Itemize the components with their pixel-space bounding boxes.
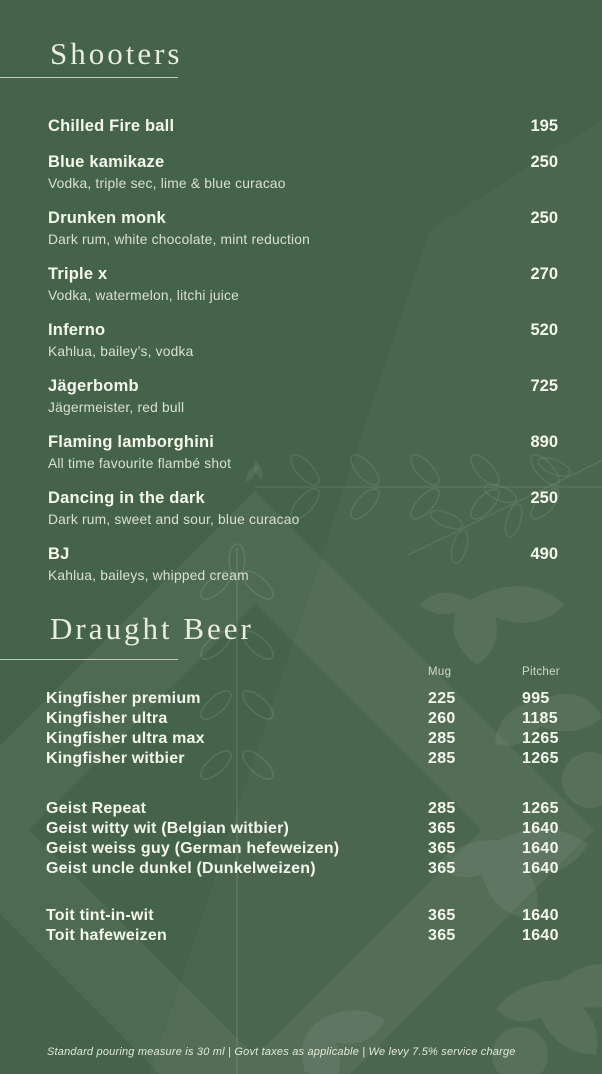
- pitcher-price: 1185: [522, 710, 558, 727]
- item-price: 270: [530, 265, 558, 283]
- item-name: Blue kamikaze: [48, 153, 165, 171]
- draught-beer-title-rule: [0, 659, 178, 660]
- item-description: Kahlua, bailey’s, vodka: [48, 344, 194, 359]
- item-name: Flaming lamborghini: [48, 433, 215, 451]
- table-row: [46, 926, 602, 946]
- beer-name: Geist Repeat: [46, 800, 147, 817]
- beer-group-kingfisher: [46, 689, 602, 769]
- table-row: [46, 859, 602, 879]
- table-row: [46, 839, 602, 859]
- mug-price: 365: [428, 860, 456, 877]
- beer-name: Kingfisher premium: [46, 690, 201, 707]
- pitcher-price: 1640: [522, 840, 559, 857]
- item-price: 250: [530, 153, 558, 171]
- menu-item: [48, 431, 558, 474]
- beer-name: Toit tint-in-wit: [46, 907, 154, 924]
- table-row: [46, 799, 602, 819]
- beer-name: Kingfisher ultra: [46, 710, 168, 727]
- pitcher-price: 1640: [522, 907, 559, 924]
- mug-price: 260: [428, 710, 456, 727]
- item-name: Jägerbomb: [48, 377, 139, 395]
- pitcher-price: 1640: [522, 820, 559, 837]
- beer-name: Kingfisher witbier: [46, 750, 185, 767]
- menu-item: [48, 319, 558, 362]
- item-description: All time favourite flambé shot: [48, 456, 232, 471]
- pitcher-price: 1265: [522, 730, 559, 747]
- mug-price: 365: [428, 907, 456, 924]
- mug-price: 365: [428, 820, 456, 837]
- draught-beer-table: [46, 689, 602, 946]
- mug-price: 225: [428, 690, 456, 707]
- table-row: [46, 749, 602, 769]
- item-description: Vodka, watermelon, litchi juice: [48, 288, 240, 303]
- item-description: Vodka, triple sec, lime & blue curacao: [48, 176, 286, 191]
- beer-name: Toit hafeweizen: [46, 927, 167, 944]
- shooters-section-title: Shooters: [50, 36, 183, 71]
- menu-item: [48, 487, 558, 530]
- mug-price: 365: [428, 927, 456, 944]
- beer-group-geist: [46, 799, 602, 879]
- menu-item: [48, 375, 558, 418]
- item-name: BJ: [48, 545, 70, 563]
- item-price: 520: [530, 321, 558, 339]
- draught-beer-section-title: Draught Beer: [50, 611, 254, 646]
- item-description: Jägermeister, red bull: [48, 400, 185, 415]
- item-price: 250: [530, 489, 558, 507]
- item-price: 725: [530, 377, 558, 395]
- pitcher-price: 995: [522, 690, 550, 707]
- menu-item: [48, 115, 558, 138]
- item-name: Chilled Fire ball: [48, 117, 175, 135]
- item-name: Triple x: [48, 265, 108, 283]
- pitcher-price: 1265: [522, 750, 559, 767]
- item-description: Dark rum, sweet and sour, blue curacao: [48, 512, 300, 527]
- item-price: 490: [530, 545, 558, 563]
- menu-item: [48, 207, 558, 250]
- item-price: 250: [530, 209, 558, 227]
- beer-name: Geist witty wit (Belgian witbier): [46, 820, 290, 837]
- beer-group-toit: [46, 906, 602, 946]
- item-name: Dancing in the dark: [48, 489, 205, 507]
- item-price: 195: [530, 117, 558, 135]
- footer-disclaimer: Standard pouring measure is 30 ml | Govt taxes as applicable | We levy 7.5% service charge: [47, 1046, 516, 1058]
- shooters-title-rule: [0, 77, 178, 78]
- pitcher-price: 1640: [522, 860, 559, 877]
- table-row: [46, 729, 602, 749]
- beer-name: Geist weiss guy (German hefeweizen): [46, 840, 340, 857]
- pitcher-price: 1640: [522, 927, 559, 944]
- table-row: [46, 906, 602, 926]
- item-name: Inferno: [48, 321, 106, 339]
- mug-price: 285: [428, 750, 456, 767]
- table-row: [46, 689, 602, 709]
- table-row: [46, 709, 602, 729]
- column-header-mug: Mug: [428, 666, 452, 678]
- beer-name: Geist uncle dunkel (Dunkelweizen): [46, 860, 316, 877]
- shooters-list: [48, 112, 558, 599]
- menu-item: [48, 263, 558, 306]
- item-price: 890: [530, 433, 558, 451]
- item-name: Drunken monk: [48, 209, 166, 227]
- pitcher-price: 1265: [522, 800, 559, 817]
- column-header-pitcher: Pitcher: [522, 666, 560, 678]
- item-description: Dark rum, white chocolate, mint reduction: [48, 232, 311, 247]
- table-row: [46, 819, 602, 839]
- item-description: Kahlua, baileys, whipped cream: [48, 568, 249, 583]
- menu-item: [48, 543, 558, 586]
- beer-name: Kingfisher ultra max: [46, 730, 205, 747]
- mug-price: 285: [428, 800, 456, 817]
- mug-price: 285: [428, 730, 456, 747]
- mug-price: 365: [428, 840, 456, 857]
- menu-item: [48, 151, 558, 194]
